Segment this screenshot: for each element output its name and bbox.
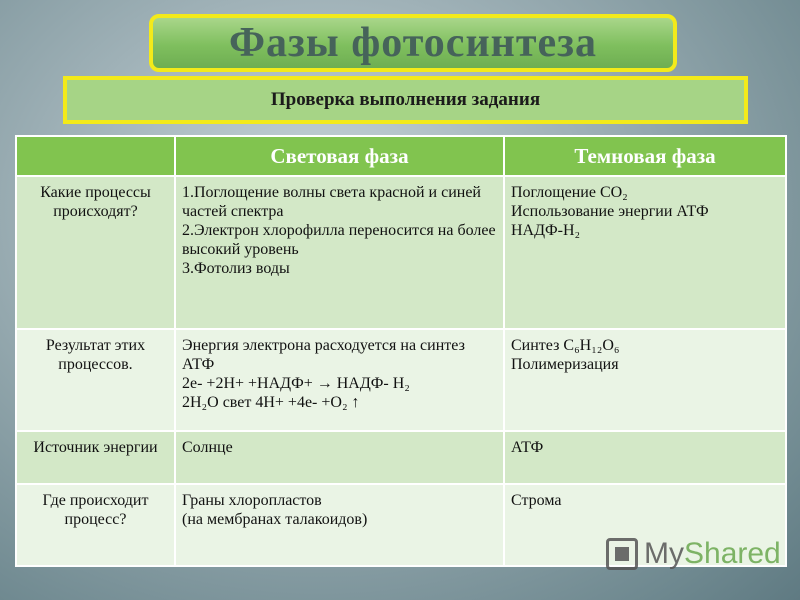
cell-line: Граны хлоропластов xyxy=(182,492,322,509)
subtitle-banner xyxy=(63,76,748,124)
cell-line: Использование энергии АТФ xyxy=(511,203,709,220)
row-label: Где происходит процесс? xyxy=(16,484,175,566)
header-empty xyxy=(16,136,175,176)
header-dark-phase: Темновая фаза xyxy=(504,136,786,176)
title-banner xyxy=(149,14,677,72)
logo-text-shared: Shared xyxy=(684,537,781,570)
cell-line: Строма xyxy=(511,492,562,509)
cell-line: 3.Фотолиз воды xyxy=(182,260,290,277)
logo-text-my: My xyxy=(644,537,684,570)
dark-cell xyxy=(504,431,786,484)
cell-line: Солнце xyxy=(182,439,233,456)
logo-text xyxy=(644,537,781,571)
header-light-phase: Световая фаза xyxy=(175,136,504,176)
cell-line: Синтез С₆Н₁₂О₆ xyxy=(511,337,620,354)
watermark-logo xyxy=(606,534,781,574)
row-label: Какие процессы происходят? xyxy=(16,176,175,329)
light-cell xyxy=(175,431,504,484)
cell-line: НАДФ-Н₂ xyxy=(511,222,581,239)
equation-line: 2Н₂О свет 4Н+ +4е- +О₂ ↑ xyxy=(182,394,360,411)
cell-line: 2.Электрон хлорофилла переносится на более высокий уровень xyxy=(182,222,496,258)
table-row xyxy=(16,431,786,484)
myshared-logo-icon xyxy=(606,538,638,570)
light-cell xyxy=(175,329,504,431)
cell-line: Поглощение CO₂ xyxy=(511,184,628,201)
dark-cell xyxy=(504,176,786,329)
cell-line: АТФ xyxy=(511,439,544,456)
row-label: Результат этих процессов. xyxy=(16,329,175,431)
row-label: Источник энергии xyxy=(16,431,175,484)
light-cell xyxy=(175,176,504,329)
light-cell xyxy=(175,484,504,566)
subtitle: Проверка выполнения задания xyxy=(270,89,541,110)
phases-table xyxy=(15,135,787,567)
dark-cell xyxy=(504,329,786,431)
cell-line: (на мембранах талакоидов) xyxy=(182,511,368,528)
table-header-row xyxy=(16,136,786,176)
page-title: Фазы фотосинтеза xyxy=(228,20,598,66)
table-row xyxy=(16,329,786,431)
cell-line: 1.Поглощение волны света красной и синей частей спектра xyxy=(182,184,481,220)
cell-line: Полимеризация xyxy=(511,356,619,373)
equation-line: 2е- +2Н+ +НАДФ+ → НАДФ- Н₂ xyxy=(182,375,410,392)
table-row xyxy=(16,176,786,329)
cell-line: Энергия электрона расходуется на синтез АТФ xyxy=(182,337,465,373)
